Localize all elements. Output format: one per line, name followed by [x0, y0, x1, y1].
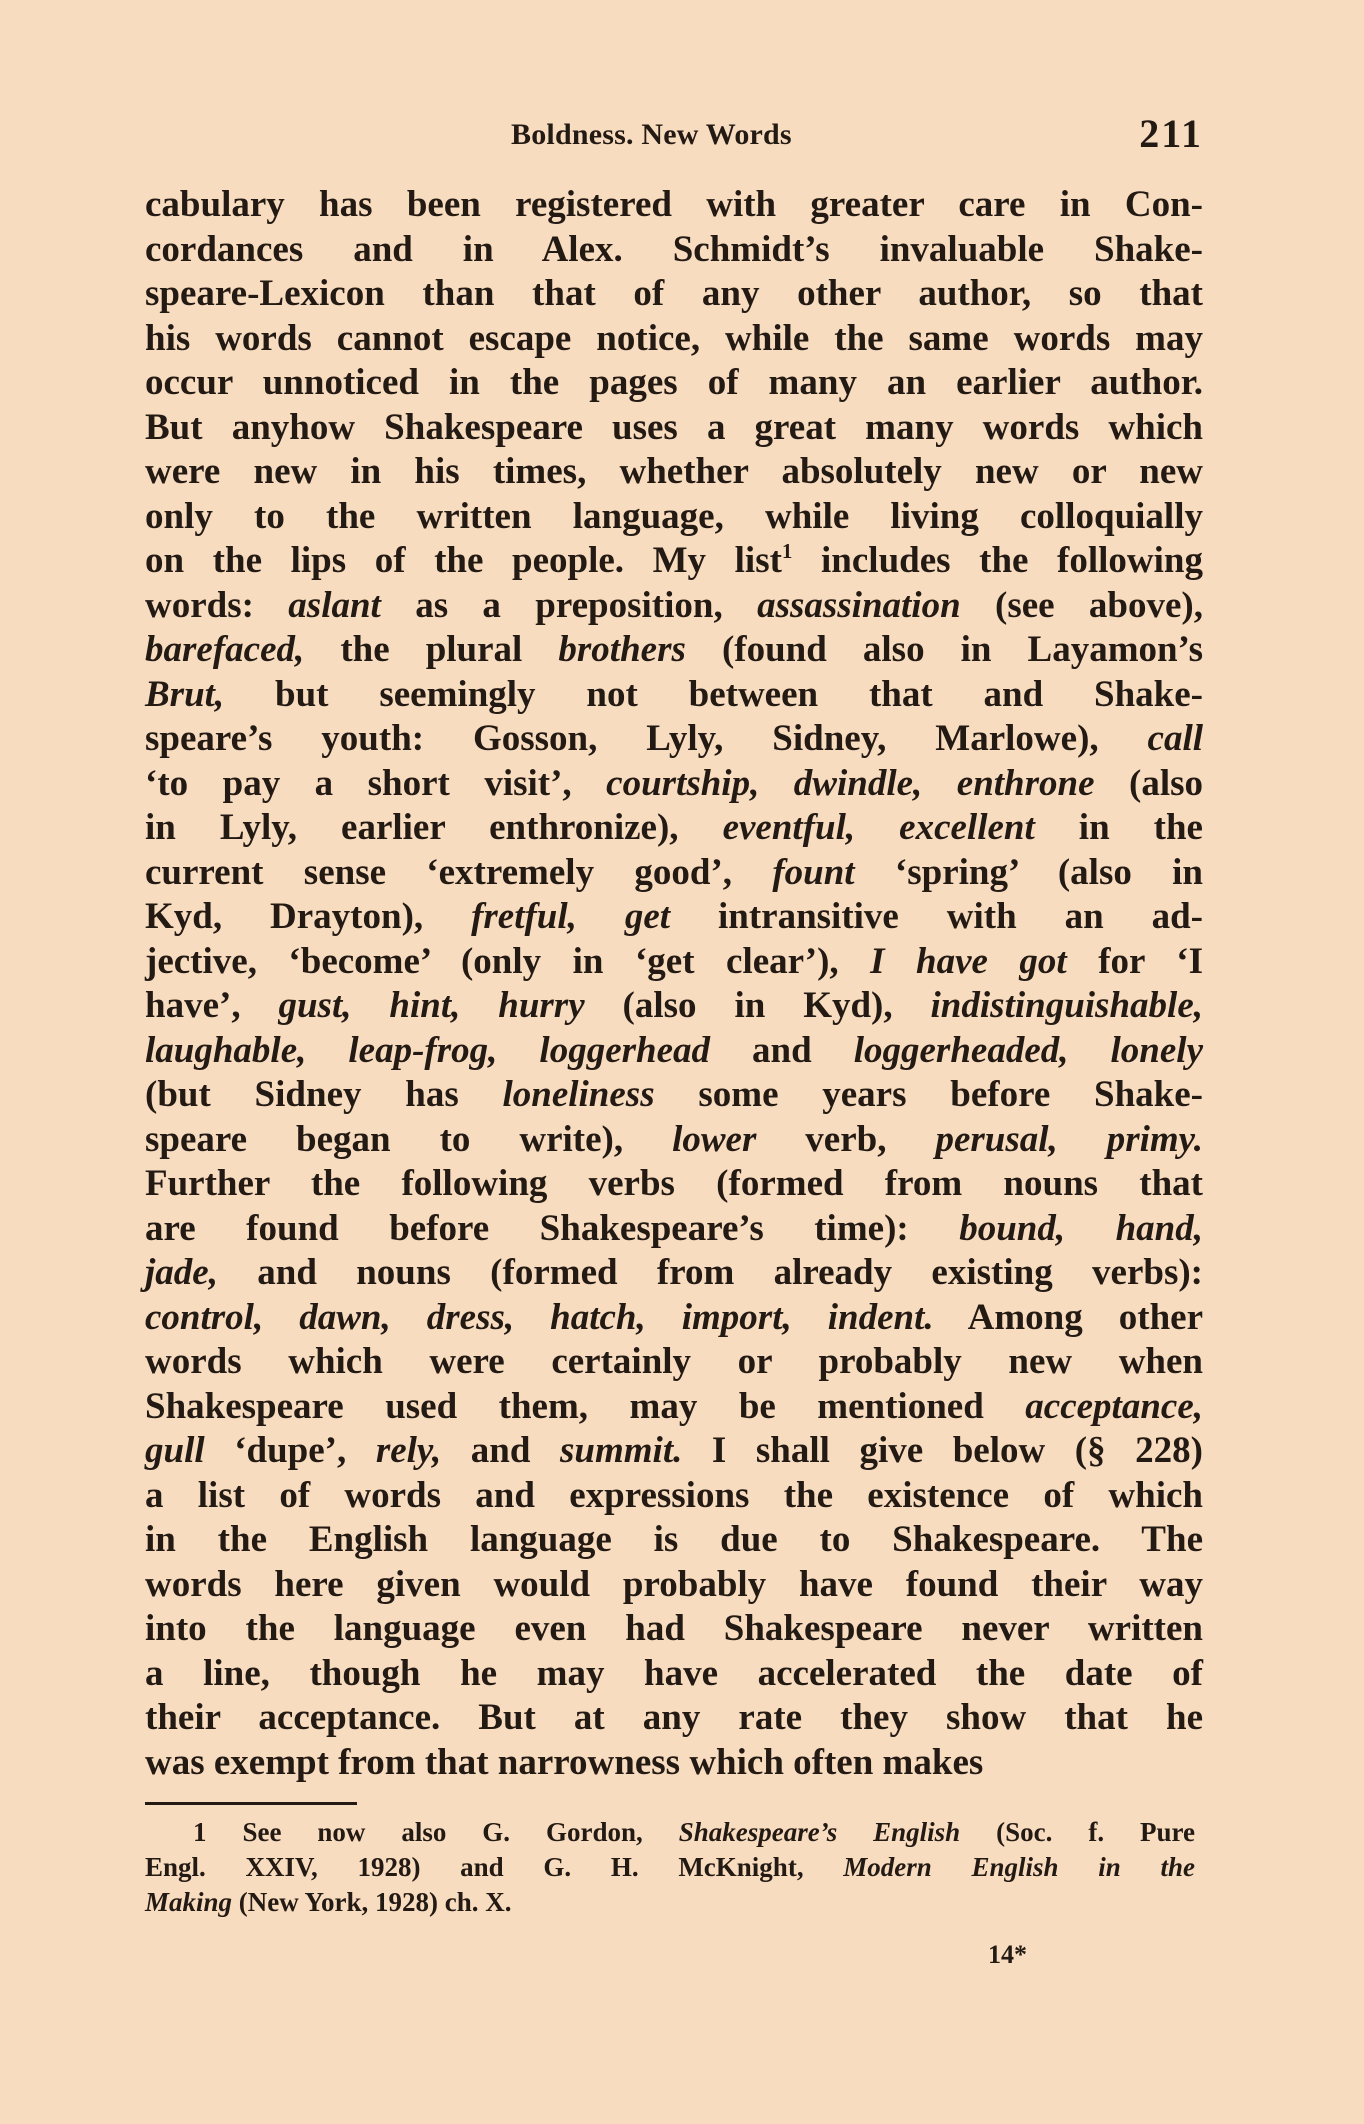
text-run: for ‘I: [1066, 940, 1203, 982]
text-run: the plural: [304, 629, 559, 670]
text-run: includes the following: [792, 540, 1203, 581]
text-run: (Soc. f. Pure: [960, 1817, 1196, 1847]
text-run: speare began to write),: [145, 1118, 673, 1160]
text-line: [145, 984, 1203, 1029]
text-run: on the lips of the people. My list: [145, 540, 782, 581]
page-number: 211: [1139, 111, 1203, 156]
text-run: cordances and in Alex. Schmidt’s invaluable Shake-: [145, 228, 1203, 270]
text-line: [145, 450, 1203, 495]
italic-term: gull: [145, 1430, 205, 1471]
text-line: [145, 717, 1203, 762]
text-line: [145, 539, 1203, 584]
text-line: [145, 406, 1203, 451]
text-run: in the English language is due to Shakespeare. The: [145, 1519, 1203, 1560]
text-run: ‘dupe’,: [204, 1430, 376, 1471]
body-text: [145, 183, 1203, 1785]
text-run: only to the written language, while living colloquially: [145, 495, 1203, 537]
text-run: speare’s youth: Gosson, Lyly, Sidney, Marlowe),: [145, 718, 1148, 759]
text-line: [145, 1385, 1203, 1430]
text-line: [145, 1118, 1203, 1163]
text-line: [145, 1073, 1203, 1118]
footnote-line: [145, 1815, 1195, 1850]
text-line: [145, 183, 1203, 228]
text-line: [145, 228, 1203, 273]
italic-term: Making: [145, 1887, 233, 1917]
text-run: a line, though he may have accelerated the date of: [145, 1652, 1203, 1694]
text-run: occur unnoticed in the pages of many an earlier author.: [145, 362, 1203, 403]
text-run: and nouns (formed from already existing verbs):: [217, 1252, 1203, 1293]
text-run: a list of words and expressions the existence of which: [145, 1474, 1203, 1516]
text-run: but seemingly not between that and Shake-: [224, 673, 1203, 715]
text-run: jective, ‘become’ (only in ‘get clear’),: [145, 940, 871, 982]
text-line: [145, 1029, 1203, 1074]
text-run: in Lyly, earlier enthronize),: [145, 807, 723, 848]
text-run: are found before Shakespeare’s time):: [145, 1207, 960, 1249]
text-run: Shakespeare used them, may be mentioned: [145, 1385, 1026, 1427]
italic-term: fount: [772, 851, 855, 893]
text-run: and: [441, 1430, 560, 1471]
text-run: into the language even had Shakespeare never written: [145, 1608, 1203, 1649]
text-line: [145, 851, 1203, 896]
text-run: (see above),: [960, 584, 1204, 626]
text-line: [145, 361, 1203, 406]
text-line: [145, 1474, 1203, 1519]
text-run: (also in Kyd),: [584, 985, 931, 1026]
text-line: [145, 1162, 1203, 1207]
text-run: verb,: [756, 1118, 936, 1160]
text-run: intransitive with an ad-: [670, 896, 1203, 937]
footnote-rule: [145, 1802, 357, 1805]
text-line: [145, 272, 1203, 317]
italic-term: Shakespeare’s English: [678, 1817, 961, 1847]
text-line: [145, 1518, 1203, 1563]
text-run: Engl. XXIV, 1928) and G. H. McKnight,: [145, 1852, 844, 1882]
text-run: But anyhow Shakespeare uses a great many words which: [145, 406, 1203, 448]
italic-term: eventful, excellent: [722, 807, 1035, 848]
text-line: [145, 628, 1203, 673]
italic-term: fretful, get: [471, 896, 671, 937]
text-line: [145, 895, 1203, 940]
text-run: (but Sidney has: [145, 1074, 503, 1115]
text-line: [145, 1563, 1203, 1608]
italic-term: indistinguishable,: [930, 985, 1203, 1026]
italic-term: summit.: [560, 1430, 683, 1471]
text-run: was exempt from that narrowness which often makes: [145, 1741, 984, 1783]
text-line: [145, 940, 1203, 985]
text-run: have’,: [145, 985, 279, 1026]
running-head: [145, 108, 1203, 168]
footnote: [145, 1815, 1195, 1920]
footnote-line: [145, 1885, 1195, 1920]
signature-mark: 14*: [988, 1940, 1027, 1969]
italic-term: acceptance,: [1025, 1385, 1203, 1427]
chapter-title: Boldness. New Words: [511, 118, 792, 151]
italic-term: barefaced,: [145, 629, 305, 670]
text-run: current sense ‘extremely good’,: [145, 851, 773, 893]
text-run: (found also in Layamon’s: [685, 629, 1203, 670]
text-line: [145, 1607, 1203, 1652]
italic-term: jade,: [145, 1252, 218, 1293]
text-line: [145, 584, 1203, 629]
italic-term: assassination: [757, 584, 961, 626]
text-run: (New York, 1928) ch. X.: [232, 1887, 512, 1917]
text-run: ‘spring’ (also in: [854, 851, 1203, 893]
text-run: in the: [1034, 807, 1203, 848]
text-run: Further the following verbs (formed from nouns that: [145, 1163, 1203, 1204]
text-line: [145, 806, 1203, 851]
italic-term: loggerheaded, lonely: [853, 1029, 1204, 1071]
italic-term: Modern English in the: [843, 1852, 1195, 1882]
italic-term: rely,: [375, 1430, 442, 1471]
italic-term: loneliness: [502, 1074, 655, 1115]
text-run: words here given would probably have found their way: [145, 1563, 1203, 1605]
italic-term: gust, hint, hurry: [278, 985, 585, 1026]
text-line: [145, 673, 1203, 718]
text-run: as a preposition,: [380, 584, 758, 626]
text-run: 1 See now also G. Gordon,: [193, 1817, 679, 1847]
text-run: (also: [1094, 762, 1204, 804]
text-run: their acceptance. But at any rate they show that he: [145, 1697, 1203, 1738]
italic-term: control, dawn, dress, hatch, import, indent.: [145, 1296, 934, 1338]
text-line: [145, 1340, 1203, 1385]
italic-term: lower: [672, 1118, 757, 1160]
italic-term: bound, hand,: [959, 1207, 1203, 1249]
text-line: [145, 1251, 1203, 1296]
text-line: [145, 1696, 1203, 1741]
text-run: speare-Lexicon than that of any other author, so that: [145, 273, 1203, 314]
text-line: [145, 1207, 1203, 1252]
italic-term: call: [1147, 718, 1203, 759]
text-line: [145, 1652, 1203, 1697]
italic-term: brothers: [558, 629, 686, 670]
text-line: [145, 317, 1203, 362]
text-run: Among other: [933, 1296, 1203, 1338]
text-run: cabulary has been registered with greater care in Con-: [145, 184, 1203, 225]
italic-term: courtship, dwindle, enthrone: [606, 762, 1095, 804]
italic-term: I have got: [870, 940, 1067, 982]
text-run: I shall give below (§ 228): [682, 1430, 1203, 1471]
text-run: words:: [145, 584, 289, 626]
text-line: [145, 1741, 1203, 1786]
footnote-line: [145, 1850, 1195, 1885]
italic-term: Brut,: [145, 673, 225, 715]
italic-term: laughable, leap-frog, loggerhead: [145, 1029, 711, 1071]
text-line: [145, 1429, 1203, 1474]
text-line: [145, 762, 1203, 807]
text-run: some years before Shake-: [654, 1074, 1203, 1115]
text-run: his words cannot escape notice, while the same words may: [145, 317, 1203, 359]
text-run: Kyd, Drayton),: [145, 896, 472, 937]
text-run: and: [710, 1029, 854, 1071]
italic-term: aslant: [288, 584, 381, 626]
text-run: were new in his times, whether absolutely new or new: [145, 451, 1203, 492]
italic-term: perusal, primy.: [935, 1118, 1203, 1160]
footnote-marker[interactable]: 1: [781, 539, 793, 563]
text-line: [145, 495, 1203, 540]
text-run: ‘to pay a short visit’,: [145, 762, 607, 804]
text-line: [145, 1296, 1203, 1341]
text-run: words which were certainly or probably new when: [145, 1341, 1203, 1382]
